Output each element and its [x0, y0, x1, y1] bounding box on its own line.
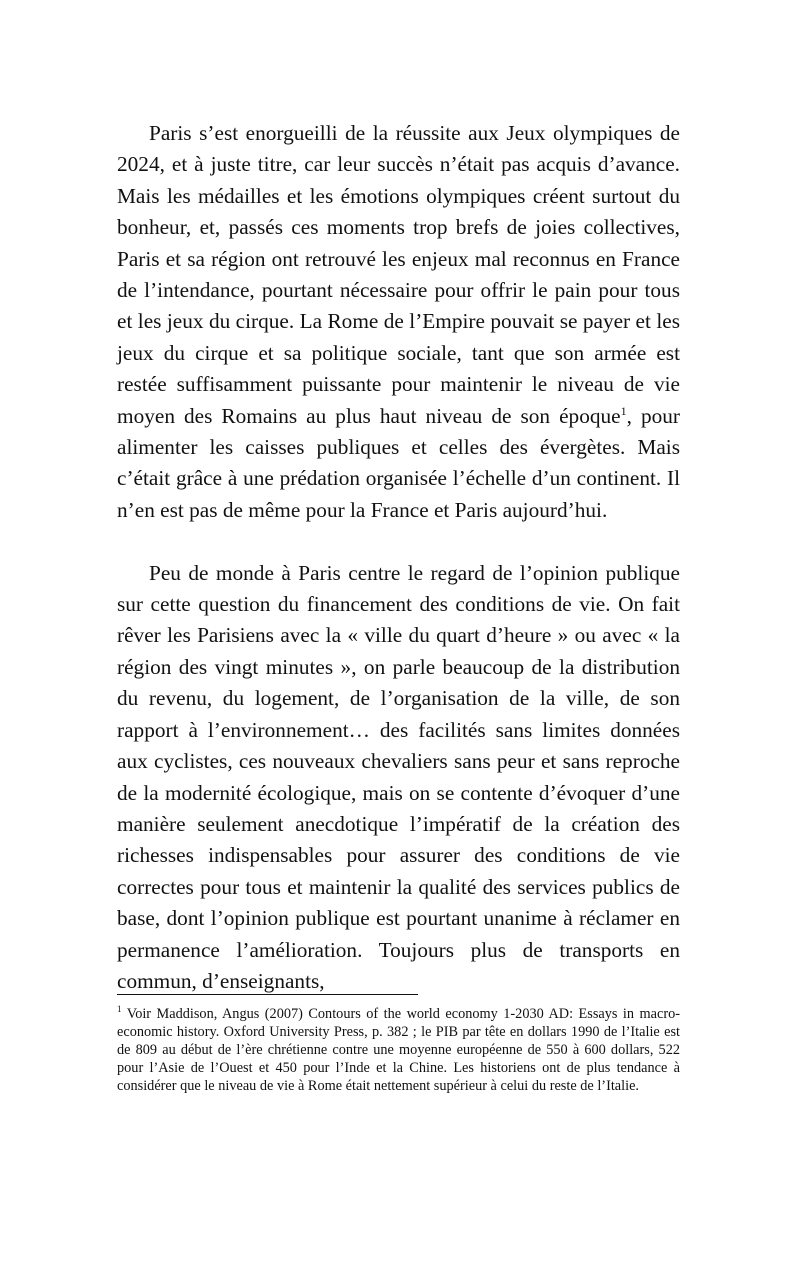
paragraph-1 [117, 118, 680, 526]
footnote-number: 1 [117, 1004, 122, 1015]
footnotes [117, 1005, 680, 1095]
footnote-reference: 1 [620, 403, 627, 418]
body-text [117, 118, 680, 997]
footnote-1 [117, 1005, 680, 1095]
paragraph-1-continuation: , pour alimenter les caisses publiques et celles des évergètes. Mais c’était grâce à une prédation organisée l’échelle d’un continent. Il n’en est pas de même pour la France et Paris aujourd’hui. [117, 403, 681, 522]
paragraph-2: Peu de monde à Paris centre le regard de l’opinion publique sur cette question du financement des conditions de vie. On fait rêver les Parisiens avec la « ville du quart d’heure » ou avec « la région des vingt minutes », on parle beaucoup de la distribution du revenu, du logement, de l’organisation de la ville, de son rapport à l’environnement… des facilités sans limites données aux cyclistes, ces nouveaux chevaliers sans peur et sans reproche de la modernité écologique, mais on se contente d’évoquer d’une manière seulement anecdotique l’impératif de la création des richesses indispensables pour assurer des conditions de vie correctes pour tous et maintenir la qualité des services publics de base, dont l’opinion publique est pourtant unanime à réclamer en permanence l’amélioration. Toujours plus de transports en commun, d’enseignants, [117, 560, 680, 993]
footnote-separator [117, 994, 418, 995]
footnote-text: Voir Maddison, Angus (2007) Contours of the world economy 1-2030 AD: Essays in macro-economic history. Oxford University Press, p. 382 ; le PIB par tête en dollars 1990 de l’Italie est de 809 au début de l’ère chrétienne contre une moyenne européenne de 550 à 600 dollars, 522 pour l’Asie de l’Ouest et 450 pour l’Inde et la Chine. Les historiens ont de plus tendance à considérer que le niveau de vie à Rome était nettement supérieur à celui du reste de l’Italie. [117, 1006, 680, 1095]
paragraph-1-text: Paris s’est enorgueilli de la réussite aux Jeux olympiques de 2024, et à juste titre, car leur succès n’était pas acquis d’avance. Mais les médailles et les émotions olympiques créent surtout du bonheur, et, passés ces moments trop brefs de joies collectives, Paris et sa région ont retrouvé les enjeux mal reconnus en France de l’intendance, pourtant nécessaire pour offrir le pain pour tous et les jeux du cirque. La Rome de l’Empire pouvait se payer et les jeux du cirque et sa politique sociale, tant que son armée est restée suffisamment puissante pour maintenir le niveau de vie moyen des Romains au plus haut niveau de son époque [117, 121, 680, 428]
